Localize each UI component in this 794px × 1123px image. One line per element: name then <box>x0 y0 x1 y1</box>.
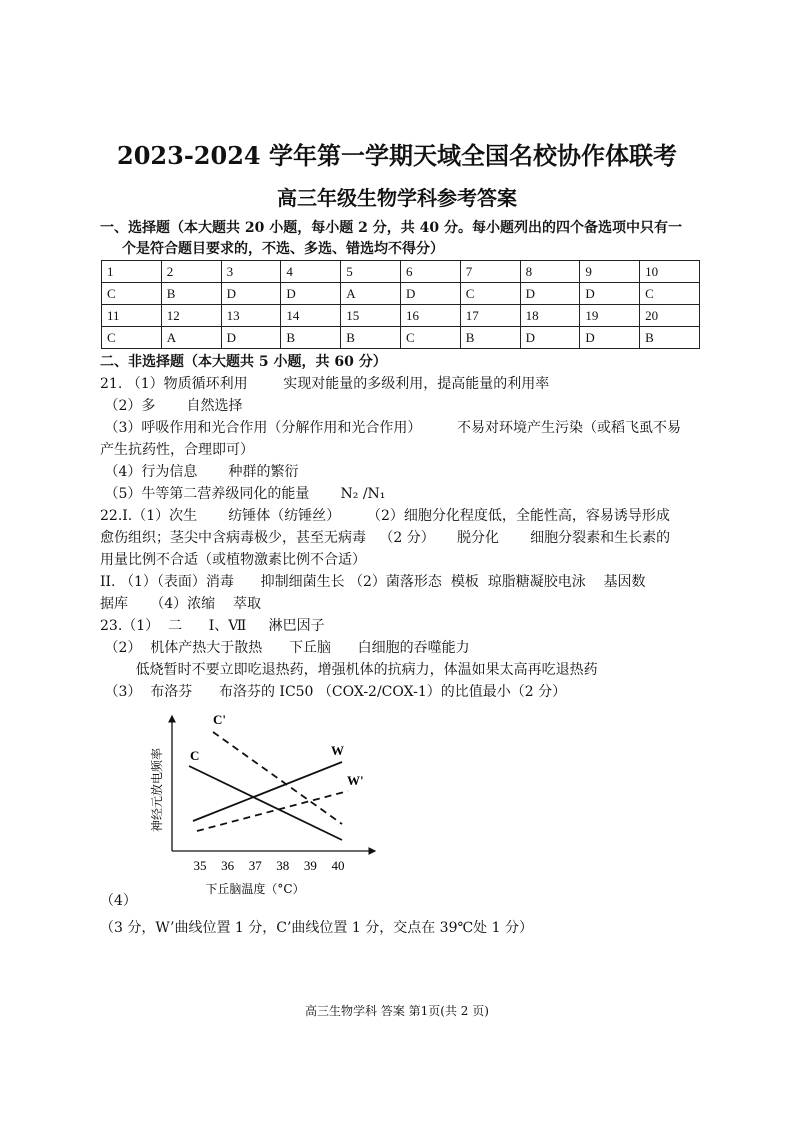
answer-cell: B <box>161 283 221 305</box>
answer-cell: B <box>460 327 520 349</box>
answer-cell: D <box>400 283 460 305</box>
answer-cell: B <box>281 327 341 349</box>
label-w-prime: W' <box>347 773 364 788</box>
answer-cell: C <box>102 283 162 305</box>
curve-c-prime <box>213 732 342 824</box>
q4-label: （4） <box>100 893 137 909</box>
x-tick-label: 36 <box>221 858 235 873</box>
answer-cell: 4 <box>281 261 341 283</box>
answer-line: （3） 布洛芬 布洛芬的 IC50 （COX-2/COX-1）的比值最小（2 分） <box>100 684 567 700</box>
x-tick-label: 40 <box>331 858 345 873</box>
answer-cell: C <box>400 327 460 349</box>
answer-cell: D <box>580 327 640 349</box>
answer-cell: 20 <box>640 305 700 327</box>
x-tick-label: 35 <box>193 858 207 873</box>
section1-heading-cont: 个是符合题目要求的，不选、多选、错选均不得分） <box>122 241 444 257</box>
answer-cell: 17 <box>460 305 520 327</box>
answer-cell: 11 <box>102 305 162 327</box>
answer-cell: D <box>580 283 640 305</box>
answer-cell: 10 <box>640 261 700 283</box>
answer-cell: 3 <box>221 261 281 283</box>
answer-cell: D <box>281 283 341 305</box>
answer-cell: 18 <box>520 305 580 327</box>
label-c-prime: C' <box>213 712 226 727</box>
answer-cell: 6 <box>400 261 460 283</box>
answer-line: 21. （1）物质循环利用 实现对能量的多级利用，提高能量的利用率 <box>100 376 550 392</box>
y-axis-label: 神经元放电频率 <box>150 747 164 833</box>
answer-cell: D <box>221 283 281 305</box>
answer-line: 用量比例不合适（或植物激素比例不合适） <box>100 552 366 568</box>
answer-cell: C <box>460 283 520 305</box>
answer-cell: B <box>640 327 700 349</box>
section1-heading: 一、选择题（本大题共 20 小题，每小题 2 分，共 40 分。每小题列出的四个备选项中只有一 <box>100 220 682 236</box>
x-tick-label: 39 <box>303 858 317 873</box>
answer-line: （3）呼吸作用和光合作用（分解作用和光合作用） 不易对环境产生污染（或稻飞虱不易 <box>100 420 681 436</box>
document-title: 2023-2024 学年第一学期天域全国名校协作体联考 <box>117 141 677 170</box>
answer-cell: 9 <box>580 261 640 283</box>
answer-line: 产生抗药性，合理即可） <box>100 442 254 458</box>
answer-cell: 2 <box>161 261 221 283</box>
answer-cell: 15 <box>341 305 401 327</box>
label-w: W <box>331 743 344 758</box>
label-c: C <box>190 748 200 763</box>
answer-line: 据库 （4）浓缩 萃取 <box>100 596 261 612</box>
answer-cell: A <box>341 283 401 305</box>
answer-cell: 14 <box>281 305 341 327</box>
answer-cell: 12 <box>161 305 221 327</box>
answer-line: 低烧暂时不要立即吃退热药，增强机体的抗病力，体温如果太高再吃退热药 <box>100 662 598 678</box>
answer-cell: C <box>102 327 162 349</box>
answer-line: 23.（1） 二 Ⅰ、Ⅶ 淋巴因子 <box>100 618 325 634</box>
answer-line: II. （1）（表面）消毒 抑制细菌生长 （2）菌落形态 模板 琼脂糖凝胶电泳 基因数 <box>100 574 646 590</box>
q4-note: （3 分，W’曲线位置 1 分，C’曲线位置 1 分，交点在 39℃处 1 分） <box>100 920 533 936</box>
answer-line: 22.Ⅰ.（1）次生 纺锤体（纺锤丝） （2）细胞分化程度低，全能性高，容易诱导形成 <box>100 508 670 524</box>
answer-line: （5）牛等第二营养级同化的能量 N₂ /N₁ <box>100 486 386 502</box>
answer-cell: D <box>520 283 580 305</box>
answer-cell: D <box>520 327 580 349</box>
answer-cell: 19 <box>580 305 640 327</box>
document-subtitle: 高三年级生物学科参考答案 <box>277 186 517 210</box>
answer-cell: D <box>221 327 281 349</box>
answer-cell: 5 <box>341 261 401 283</box>
x-tick-label: 37 <box>248 858 262 873</box>
answer-line: （2） 机体产热大于散热 下丘脑 白细胞的吞噬能力 <box>100 640 470 656</box>
answer-cell: 1 <box>102 261 162 283</box>
answer-cell: C <box>640 283 700 305</box>
answer-cell: 7 <box>460 261 520 283</box>
answer-line: （2）多 自然选择 <box>100 398 243 414</box>
answer-cell: 16 <box>400 305 460 327</box>
x-tick-label: 38 <box>276 858 290 873</box>
answer-cell: 8 <box>520 261 580 283</box>
x-axis-label: 下丘脑温度（°C） <box>205 882 305 896</box>
page-footer: 高三生物学科 答案 第1页(共 2 页) <box>305 1004 489 1018</box>
answer-line: 愈伤组织；茎尖中含病毒极少，甚至无病毒 （2 分） 脱分化 细胞分裂素和生长素的 <box>100 530 671 546</box>
answer-cell: B <box>341 327 401 349</box>
answer-line: （4）行为信息 种群的繁衍 <box>100 464 299 480</box>
curve-c <box>189 766 342 840</box>
answer-cell: 13 <box>221 305 281 327</box>
answer-cell: A <box>161 327 221 349</box>
section2-heading: 二、非选择题（本大题共 5 小题，共 60 分） <box>100 354 387 370</box>
